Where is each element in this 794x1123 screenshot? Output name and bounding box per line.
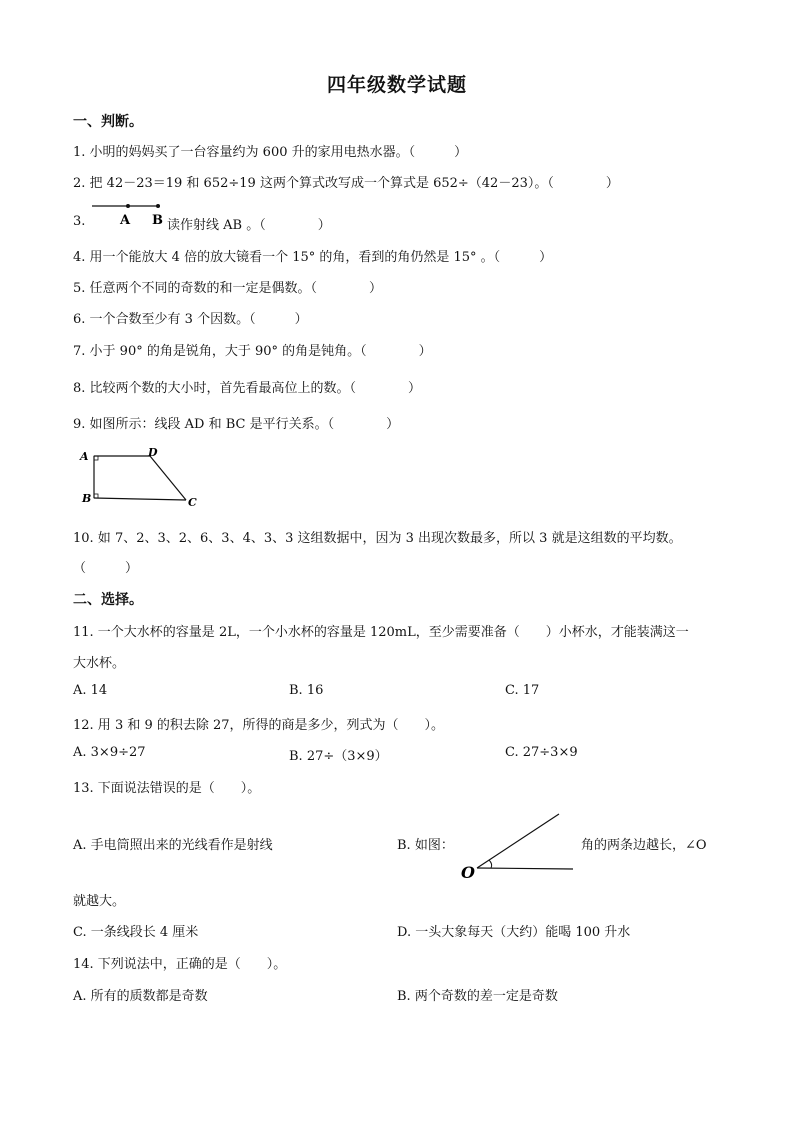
question-10-line-2: （ ） [73, 561, 139, 576]
question-13-option-b-continued: 就越大。 [73, 894, 126, 909]
question-1: 1. 小明的妈妈买了一台容量约为 600 升的家用电热水器。（ ） [73, 145, 468, 160]
question-14: 14. 下列说法中，正确的是（ ）。 [73, 957, 287, 972]
question-13-option-a: A. 手电筒照出来的光线看作是射线 [73, 838, 273, 853]
question-12-option-c: C. 27÷3×9 [505, 745, 578, 760]
question-8: 8. 比较两个数的大小时，首先看最高位上的数。（ ） [73, 381, 422, 396]
segment-dc [150, 456, 186, 500]
question-13-option-b-suffix: 角的两条边越长，∠O [581, 838, 707, 853]
angle-arc [489, 860, 492, 868]
question-11-option-b: B. 16 [289, 683, 324, 698]
vertex-a-label: A [80, 450, 89, 463]
question-11-option-c: C. 17 [505, 683, 540, 698]
point-b-dot [156, 204, 160, 208]
question-11-line-1: 11. 一个大水杯的容量是 2L，一个小水杯的容量是 120mL，至少需要准备（ ）小杯水，才能装满这一 [73, 625, 689, 640]
question-6: 6. 一个合数至少有 3 个因数。（ ） [73, 312, 308, 327]
question-12-option-b: B. 27÷（3×9） [289, 749, 388, 764]
trapezoid-abcd-figure [78, 444, 208, 510]
question-13-option-c: C. 一条线段长 4 厘米 [73, 925, 199, 940]
question-4: 4. 用一个能放大 4 倍的放大镜看一个 15° 的角，看到的角仍然是 15° 。（ ） [73, 250, 553, 265]
question-13-option-b-prefix: B. 如图： [397, 838, 454, 853]
ray-ab-figure [90, 200, 170, 230]
angle-o-figure [455, 808, 575, 884]
question-12-option-a: A. 3×9÷27 [73, 745, 146, 760]
section-heading-choice: 二、选择。 [73, 592, 143, 608]
question-9: 9. 如图所示：线段 AD 和 BC 是平行关系。（ ） [73, 417, 400, 432]
vertex-b-label: B [82, 492, 92, 505]
question-5: 5. 任意两个不同的奇数的和一定是偶数。（ ） [73, 281, 383, 296]
point-a-label: A [120, 213, 131, 228]
question-13-option-d: D. 一头大象每天（大约）能喝 100 升水 [397, 925, 631, 940]
question-12: 12. 用 3 和 9 的积去除 27，所得的商是多少，列式为（ ）。 [73, 718, 445, 733]
question-3-number: 3. [73, 214, 86, 229]
question-2: 2. 把 42－23＝19 和 652÷19 这两个算式改写成一个算式是 652÷（42－23）。（ ） [73, 176, 619, 191]
question-14-option-b: B. 两个奇数的差一定是奇数 [397, 989, 558, 1004]
point-a-dot [126, 204, 130, 208]
segment-bc [94, 498, 186, 500]
question-11-option-a: A. 14 [73, 683, 108, 698]
question-13: 13. 下面说法错误的是（ ）。 [73, 781, 261, 796]
vertex-d-label: D [148, 446, 158, 459]
section-heading-judgment: 一、判断。 [73, 114, 143, 130]
question-3-text: 读作射线 AB 。（ ） [167, 218, 331, 233]
question-14-option-a: A. 所有的质数都是奇数 [73, 989, 208, 1004]
vertex-c-label: C [188, 496, 197, 509]
page-title: 四年级数学试题 [326, 74, 467, 96]
vertex-o-label: O [461, 863, 475, 882]
question-10-line-1: 10. 如 7、2、3、2、6、3、4、3、3 这组数据中，因为 3 出现次数最多，所以 3 就是这组数的平均数。 [73, 531, 682, 546]
question-11-line-2: 大水杯。 [73, 656, 126, 671]
point-b-label: B [152, 213, 163, 228]
question-7: 7. 小于 90° 的角是锐角，大于 90° 的角是钝角。（ ） [73, 344, 432, 359]
